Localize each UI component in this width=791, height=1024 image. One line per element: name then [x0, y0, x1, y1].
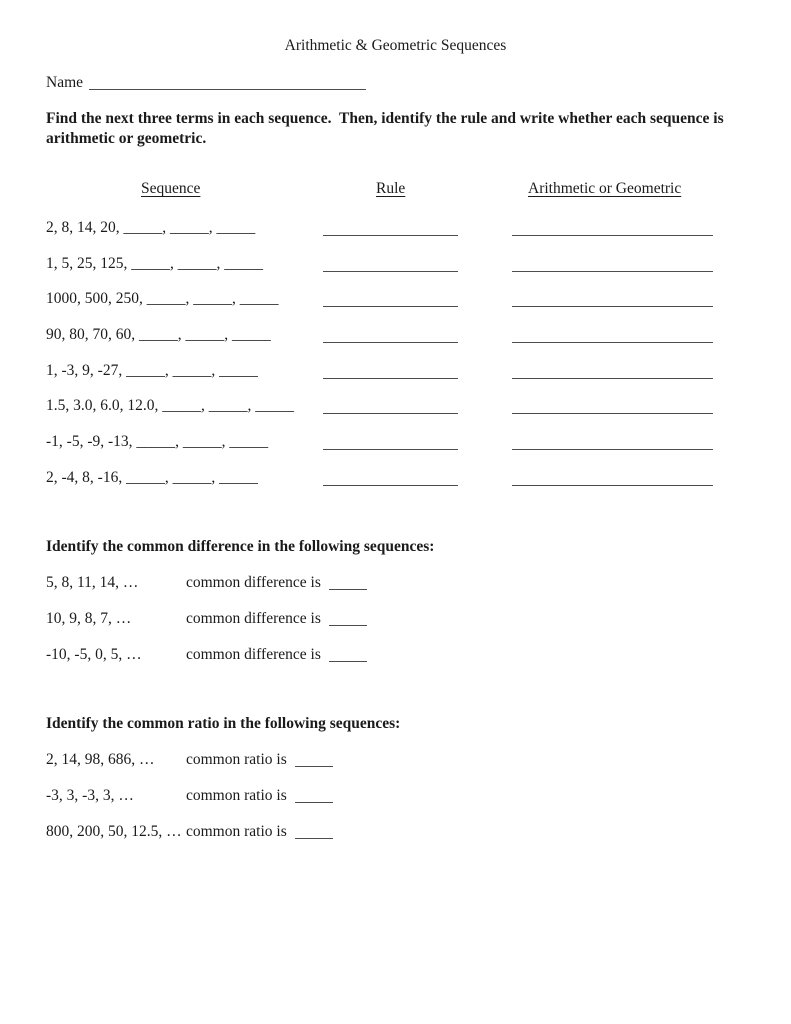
arithmetic-or-geometric-blank-line [512, 218, 713, 236]
rule-blank-line [323, 254, 458, 272]
answer-blank-line [329, 611, 367, 626]
sequence-text: 1.5, 3.0, 6.0, 12.0, _____, _____, _____ [46, 397, 294, 415]
table-row [46, 289, 746, 325]
sequence-text: 5, 8, 11, 14, … [46, 574, 139, 591]
rule-blank-line [323, 289, 458, 307]
list-item [46, 786, 746, 822]
arithmetic-or-geometric-blank-line [512, 289, 713, 307]
answer-blank-line [295, 824, 333, 839]
sequence-table [46, 218, 746, 504]
column-header-rule: Rule [376, 180, 406, 197]
arithmetic-or-geometric-blank-line [512, 468, 713, 486]
rule-blank-line [323, 361, 458, 379]
table-row [46, 468, 746, 504]
column-header-arithmetic-or-geometric: Arithmetic or Geometric [528, 180, 682, 197]
sequence-text: 1, -3, 9, -27, _____, _____, _____ [46, 361, 258, 379]
list-item [46, 750, 746, 786]
table-row [46, 432, 746, 468]
table-row [46, 254, 746, 290]
name-blank-line [89, 75, 366, 90]
sequence-text: -3, 3, -3, 3, … [46, 787, 134, 804]
arithmetic-or-geometric-blank-line [512, 361, 713, 379]
common-ratio-label: common ratio is [186, 751, 287, 768]
arithmetic-or-geometric-blank-line [512, 325, 713, 343]
rule-blank-line [323, 432, 458, 450]
column-headers [0, 180, 791, 200]
rule-blank-line [323, 396, 458, 414]
list-item [46, 609, 746, 645]
common-difference-label: common difference is [186, 574, 321, 591]
arithmetic-or-geometric-blank-line [512, 396, 713, 414]
page-title: Arithmetic & Geometric Sequences [284, 37, 507, 54]
rule-blank-line [323, 218, 458, 236]
table-row [46, 325, 746, 361]
name-row [46, 74, 366, 92]
instructions-text: Find the next three terms in each sequence. Then, identify the rule and write whether each sequence is arithmetic or geometric. [46, 110, 728, 147]
sequence-text: 800, 200, 50, 12.5, … [46, 823, 182, 840]
table-row [46, 218, 746, 254]
sequence-text: -10, -5, 0, 5, … [46, 646, 142, 663]
rule-blank-line [323, 468, 458, 486]
answer-blank-line [329, 575, 367, 590]
answer-blank-line [295, 752, 333, 767]
rule-blank-line [323, 325, 458, 343]
sequence-text: 2, 14, 98, 686, … [46, 751, 155, 768]
sequence-text: 2, -4, 8, -16, _____, _____, _____ [46, 468, 258, 486]
common-ratio-heading: Identify the common ratio in the following sequences: [46, 715, 401, 732]
common-difference-rows [46, 573, 746, 681]
sequence-text: 1, 5, 25, 125, _____, _____, _____ [46, 254, 263, 272]
sequence-text: 10, 9, 8, 7, … [46, 610, 132, 627]
common-ratio-rows [46, 750, 746, 858]
common-difference-label: common difference is [186, 610, 321, 627]
answer-blank-line [295, 788, 333, 803]
list-item [46, 645, 746, 681]
column-header-sequence: Sequence [141, 180, 201, 197]
common-ratio-label: common ratio is [186, 823, 287, 840]
list-item [46, 573, 746, 609]
common-difference-heading: Identify the common difference in the following sequences: [46, 538, 435, 555]
sequence-text: -1, -5, -9, -13, _____, _____, _____ [46, 433, 269, 451]
table-row [46, 361, 746, 397]
arithmetic-or-geometric-blank-line [512, 432, 713, 450]
list-item [46, 822, 746, 858]
sequence-text: 90, 80, 70, 60, _____, _____, _____ [46, 326, 271, 344]
name-label: Name [46, 74, 84, 91]
sequence-text: 1000, 500, 250, _____, _____, _____ [46, 290, 279, 308]
arithmetic-or-geometric-blank-line [512, 254, 713, 272]
answer-blank-line [329, 647, 367, 662]
common-ratio-label: common ratio is [186, 787, 287, 804]
table-row [46, 396, 746, 432]
sequence-text: 2, 8, 14, 20, _____, _____, _____ [46, 219, 256, 236]
common-difference-label: common difference is [186, 646, 321, 663]
